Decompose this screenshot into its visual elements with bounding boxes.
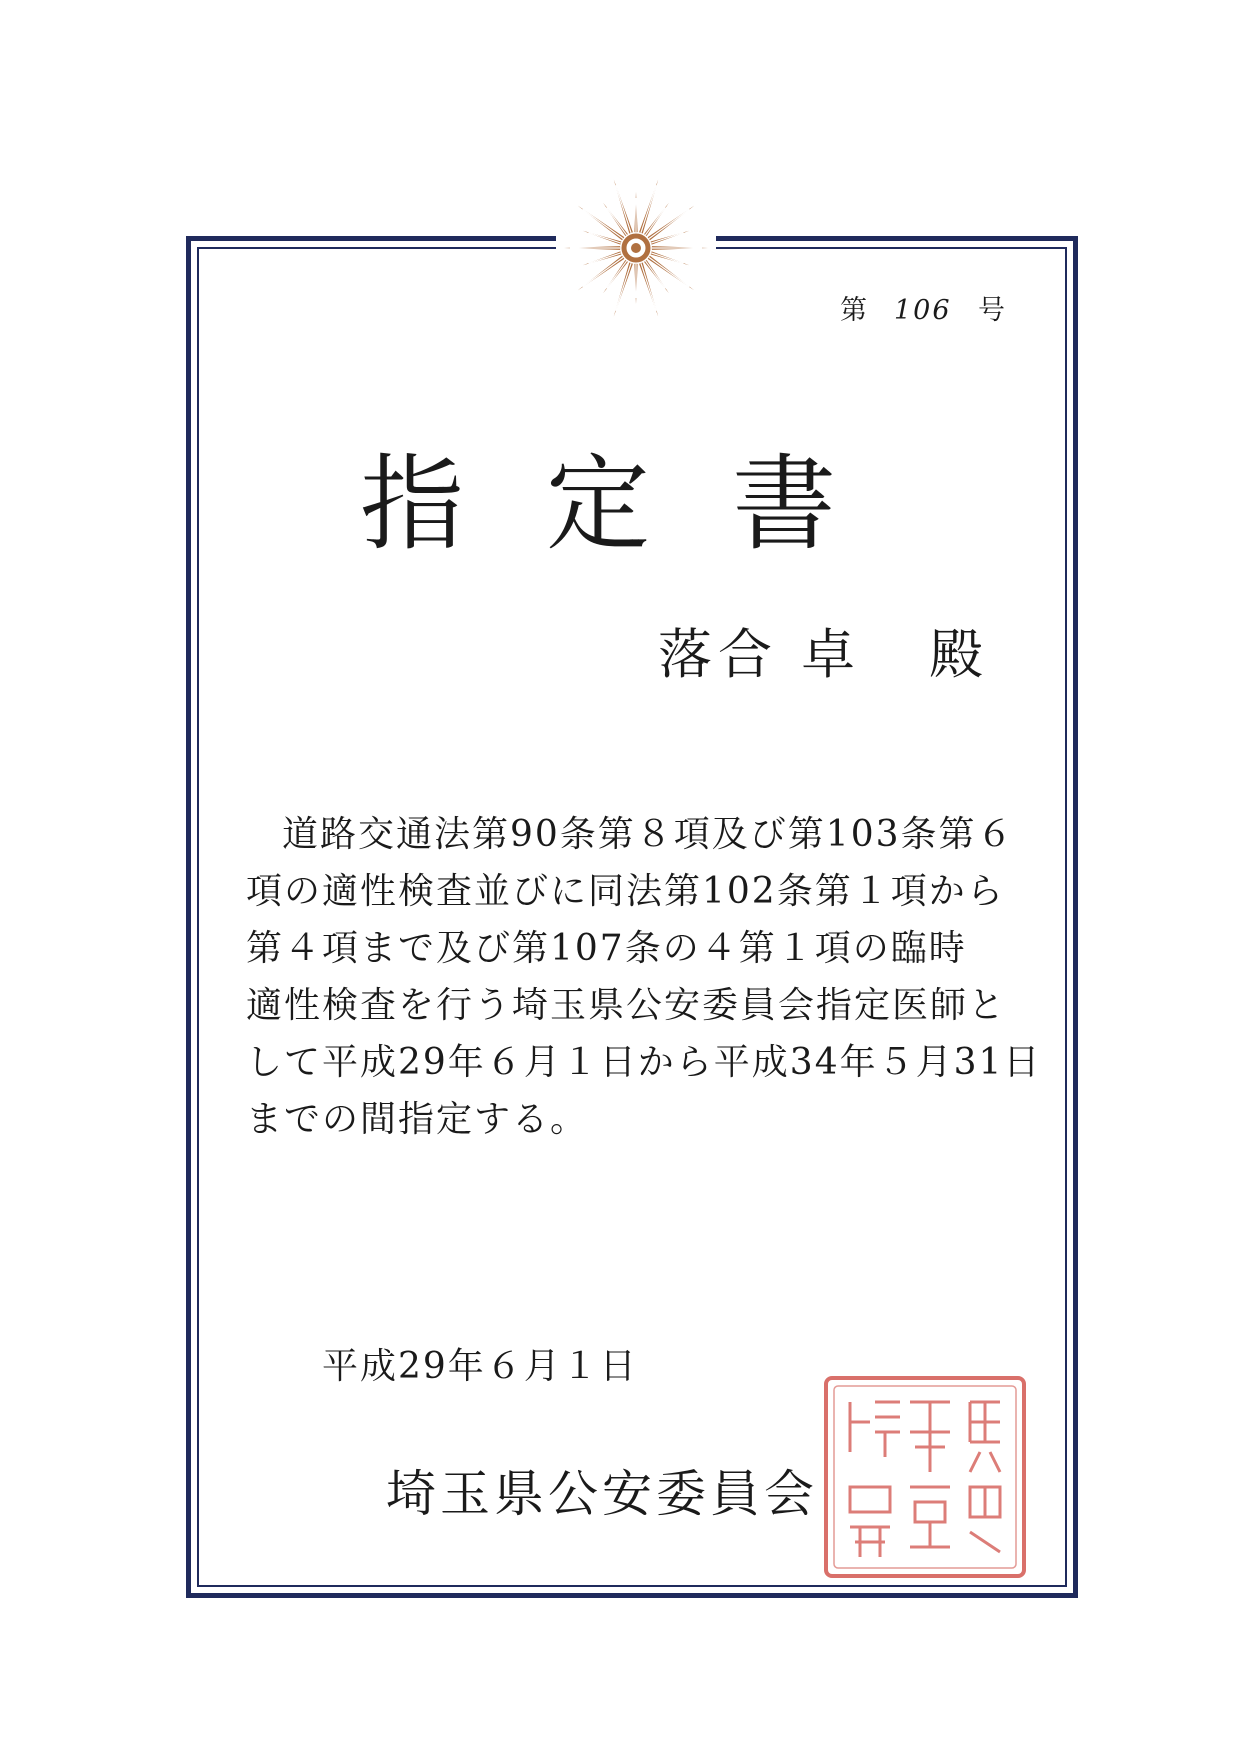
- police-emblem-icon: [556, 168, 716, 328]
- emblem-ray-highlight: [583, 209, 623, 238]
- body-line: 道路交通法第90条第８項及び第103条第６: [282, 814, 1015, 855]
- emblem-ray-highlight: [649, 209, 689, 238]
- emblem-ray-highlight: [616, 185, 631, 233]
- emblem-ray-highlight: [583, 257, 623, 286]
- issuer-name: 埼玉県公安委員会: [386, 1465, 818, 1523]
- recipient: [658, 612, 1048, 689]
- official-seal-icon: [820, 1372, 1030, 1582]
- body-line: 第４項まで及び第107条の４第１項の臨時: [246, 928, 967, 969]
- certificate-number-prefix: 第: [840, 295, 869, 326]
- body-line: 項の適性検査並びに同法第102条第１項から: [246, 871, 1005, 912]
- certificate-number-value: 106: [894, 295, 952, 326]
- issue-date: 平成29年６月１日: [322, 1346, 638, 1387]
- body-line: 適性検査を行う埼玉県公安委員会指定医師と: [246, 985, 1007, 1026]
- emblem-ray-highlight: [649, 257, 689, 286]
- body-line: して平成29年６月１日から平成34年５月31日: [246, 1042, 1042, 1083]
- recipient-name: 落合 卓: [658, 623, 862, 686]
- certificate-title: 指定書: [360, 443, 919, 565]
- certificate-body: [246, 806, 1042, 1148]
- certificate-number: [840, 288, 1030, 327]
- emblem-ray-highlight: [641, 263, 656, 311]
- emblem-ray-highlight: [616, 263, 631, 311]
- certificate-number-suffix: 号: [978, 295, 1007, 326]
- recipient-honorific: 殿: [929, 623, 990, 686]
- emblem-ray-highlight: [641, 185, 656, 233]
- body-line: までの間指定する。: [246, 1099, 589, 1140]
